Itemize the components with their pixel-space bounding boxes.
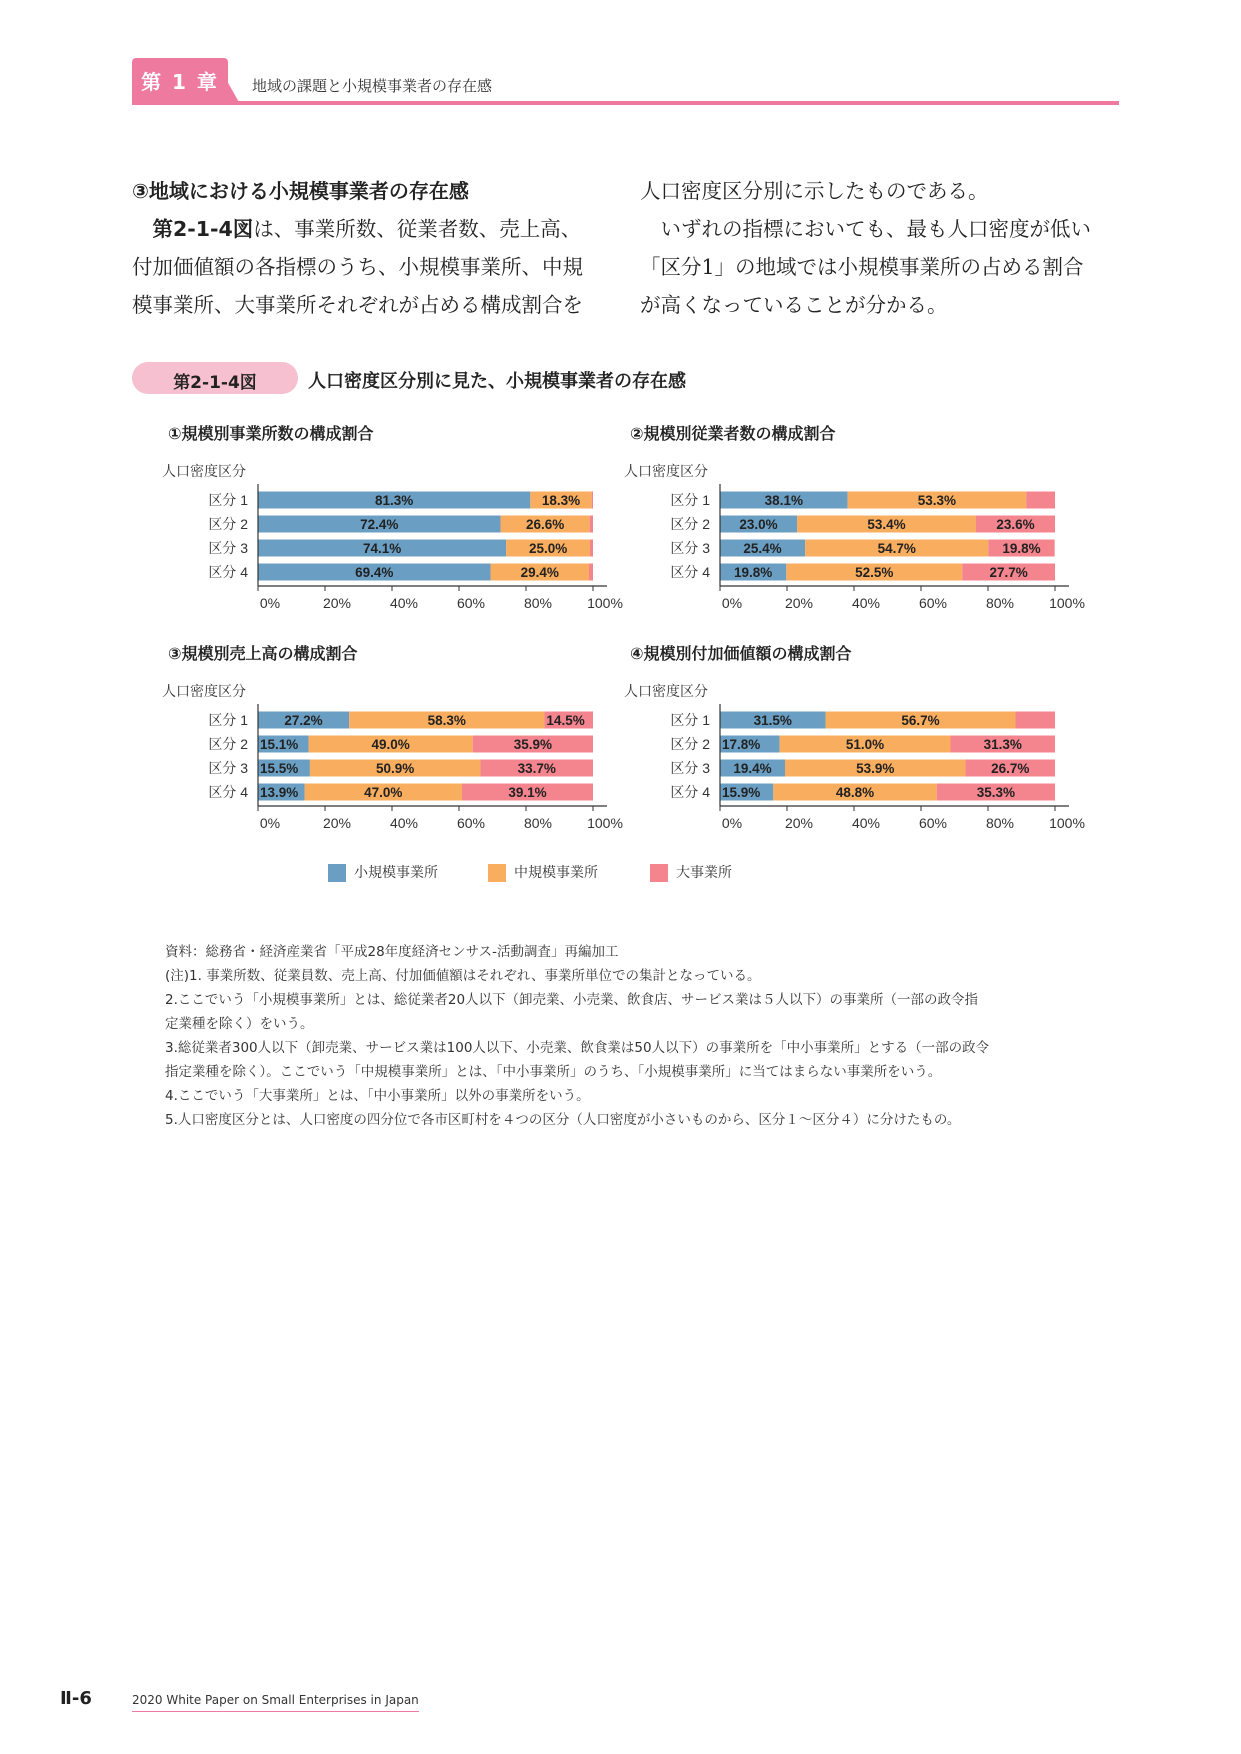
category-label: 区分 2 [208,516,248,532]
data-label: 54.7% [877,541,916,556]
x-tick-label: 20% [322,815,352,831]
body-right-line-2: いずれの指標においても、最も人口密度が低い [660,217,1091,241]
data-label: 13.9% [260,785,299,800]
data-label: 15.5% [260,761,299,776]
data-label: 38.1% [764,493,803,508]
figure-notes [165,940,1085,1132]
category-label: 区分 4 [670,564,710,580]
category-label: 区分 4 [670,784,710,800]
data-label: 74.1% [362,541,402,556]
panel-title-2: ②規模別従業者数の構成割合 [630,424,836,443]
data-label: 29.4% [520,565,559,580]
bar-large [1015,712,1055,729]
x-tick-label: 0% [721,815,743,831]
bar-large [1026,492,1055,509]
data-label: 15.9% [722,785,761,800]
panel-title-4: ④規模別付加価値額の構成割合 [630,644,852,663]
chart-establishments [150,462,623,612]
data-label: 58.3% [427,713,466,728]
data-label: 56.7% [901,713,940,728]
note-source: 資料：総務省・経済産業省「平成28年度経済センサス-活動調査」再編加工 [165,944,619,960]
x-tick-label: 80% [523,815,553,831]
data-label: 52.5% [855,565,894,580]
data-label: 26.7% [991,761,1030,776]
data-label: 35.9% [513,737,553,752]
category-label: 区分 3 [670,760,710,776]
chapter-rule [132,101,1119,105]
data-label: 53.4% [867,517,906,532]
publication-title: 2020 White Paper on Small Enterprises in Japan [132,1693,419,1712]
data-label: 72.4% [360,517,399,532]
data-label: 25.0% [528,541,568,556]
x-tick-label: 60% [918,815,948,831]
data-label: 81.3% [375,493,414,508]
panel-title-3: ③規模別売上高の構成割合 [168,644,358,663]
body-left-column [132,172,602,324]
x-tick-label: 20% [322,595,352,611]
figure-title: 人口密度区分別に見た、小規模事業者の存在感 [308,371,686,392]
body-right-column [640,172,1110,324]
data-label: 53.9% [856,761,895,776]
data-label: 23.0% [739,517,778,532]
note-3a: 3.総従業者300人以下（卸売業、サービス業は100人以下、小売業、飲食業は50人以下）の事業所を「中小事業所」とする（一部の政令 [165,1040,990,1056]
note-2a: 2.ここでいう「小規模事業所」とは、総従業者20人以下（卸売業、小売業、飲食店、サービス業は５人以下）の事業所（一部の政令指 [165,992,979,1008]
data-label: 35.3% [976,785,1016,800]
x-tick-label: 100% [1049,595,1085,611]
section-heading: ③地域における小規模事業者の存在感 [132,179,469,203]
x-tick-label: 40% [389,815,419,831]
chart-employees [612,462,1085,612]
data-label: 27.7% [989,565,1028,580]
category-label: 区分 3 [208,540,248,556]
data-label: 50.9% [376,761,415,776]
data-label: 47.0% [364,785,403,800]
y-axis-label: 人口密度区分 [624,683,708,699]
data-label: 53.3% [917,493,957,508]
category-label: 区分 2 [670,516,710,532]
note-3b: 指定業種を除く）。ここでいう「中規模事業所」とは、「中小事業所」のうち、「小規模事業所」に当てはまらない事業所をいう。 [165,1064,942,1080]
legend-swatch-small [328,864,346,882]
category-label: 区分 3 [670,540,710,556]
x-tick-label: 60% [456,595,486,611]
bar-large [589,564,593,581]
data-label: 19.8% [1002,541,1041,556]
x-tick-label: 60% [918,595,948,611]
data-label: 23.6% [996,517,1035,532]
legend-item-small: 小規模事業所 [328,862,438,882]
data-label: 26.6% [525,517,565,532]
chart-value-added [612,682,1085,832]
body-right-line-4: が高くなっていることが分かる。 [640,293,948,317]
note-4: 4.ここでいう「大事業所」とは、「中小事業所」以外の事業所をいう。 [165,1088,590,1104]
data-label: 14.5% [546,713,585,728]
note-1: (注)1. 事業所数、従業員数、売上高、付加価値額はそれぞれ、事業所単位での集計となっている。 [165,968,761,984]
data-label: 25.4% [743,541,782,556]
note-5: 5.人口密度区分とは、人口密度の四分位で各市区町村を４つの区分（人口密度が小さいものから、区分１～区分４）に分けたもの。 [165,1112,961,1128]
body-left-line-3: 模事業所、大事業所それぞれが占める構成割合を [132,293,583,317]
legend-swatch-medium [488,864,506,882]
data-label: 49.0% [371,737,410,752]
data-label: 51.0% [845,737,885,752]
x-tick-label: 100% [1049,815,1085,831]
chapter-label: 第 1 章 [141,70,219,94]
chapter-title: 地域の課題と小規模事業者の存在感 [252,77,493,95]
bar-large [590,516,593,533]
data-label: 18.3% [541,493,581,508]
x-tick-label: 80% [523,595,553,611]
x-tick-label: 60% [456,815,486,831]
y-axis-label: 人口密度区分 [162,463,246,479]
data-label: 69.4% [355,565,394,580]
x-tick-label: 80% [985,815,1015,831]
x-tick-label: 40% [389,595,419,611]
category-label: 区分 3 [208,760,248,776]
x-tick-label: 100% [587,595,623,611]
figure-label: 第2-1-4図 [173,373,257,393]
data-label: 15.1% [260,737,299,752]
bar-large [590,540,593,557]
data-label: 19.8% [734,565,773,580]
legend-item-medium: 中規模事業所 [488,862,598,882]
y-axis-label: 人口密度区分 [162,683,246,699]
x-tick-label: 0% [721,595,743,611]
body-left-line-2: 付加価値額の各指標のうち、小規模事業所、中規 [132,255,583,279]
chart-sales [150,682,623,832]
category-label: 区分 1 [670,712,710,728]
body-right-line-3: 「区分1」の地域では小規模事業所の占める割合 [640,255,1084,279]
data-label: 17.8% [722,737,761,752]
category-label: 区分 1 [208,712,248,728]
x-tick-label: 20% [784,595,814,611]
page-number: Ⅱ-6 [60,1688,92,1709]
body-right-line-1: 人口密度区分別に示したものである。 [640,179,989,203]
bar-large [592,492,593,509]
category-label: 区分 1 [670,492,710,508]
data-label: 39.1% [508,785,547,800]
data-label: 48.8% [835,785,875,800]
data-label: 27.2% [284,713,323,728]
data-label: 19.4% [733,761,772,776]
panel-title-1: ①規模別事業所数の構成割合 [168,424,374,443]
x-tick-label: 0% [259,595,281,611]
x-tick-label: 0% [259,815,281,831]
figure-reference: 第2-1-4図 [152,217,254,241]
x-tick-label: 40% [851,595,881,611]
x-tick-label: 80% [985,595,1015,611]
data-label: 33.7% [517,761,556,776]
x-tick-label: 40% [851,815,881,831]
body-left-line-1: 第2-1-4図は、事業所数、従業者数、売上高、 [152,217,582,241]
category-label: 区分 1 [208,492,248,508]
y-axis-label: 人口密度区分 [624,463,708,479]
note-2b: 定業種を除く）をいう。 [165,1016,314,1032]
data-label: 31.5% [753,713,792,728]
x-tick-label: 20% [784,815,814,831]
category-label: 区分 4 [208,564,248,580]
category-label: 区分 2 [670,736,710,752]
legend-swatch-large [650,864,668,882]
category-label: 区分 2 [208,736,248,752]
x-tick-label: 100% [587,815,623,831]
category-label: 区分 4 [208,784,248,800]
data-label: 31.3% [983,737,1022,752]
legend-item-large: 大事業所 [650,862,732,882]
